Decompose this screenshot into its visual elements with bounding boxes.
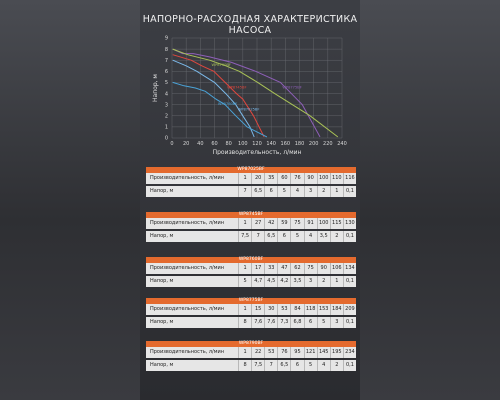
table-cell: 7,3 <box>277 317 290 328</box>
table-cell: 184 <box>330 304 343 315</box>
table-cell: 1 <box>238 173 251 184</box>
table-cell: 15 <box>251 304 264 315</box>
x-tick-label: 20 <box>182 141 190 147</box>
table-cell: 4 <box>317 360 330 371</box>
table-cell: 5 <box>304 360 317 371</box>
table-cell: 4 <box>304 231 317 242</box>
table-cell: 33 <box>264 263 277 274</box>
table-cell: 6,8 <box>290 317 303 328</box>
table-cell: 22 <box>251 347 264 358</box>
table-cell: 209 <box>343 304 356 315</box>
y-tick-label: 9 <box>164 35 168 42</box>
table-cell: 7 <box>264 360 277 371</box>
table-cell: 0,1 <box>343 360 356 371</box>
table-cell: 62 <box>290 263 303 274</box>
y-tick-label: 2 <box>164 113 168 120</box>
x-tick-label: 180 <box>294 141 305 147</box>
y-tick-label: 1 <box>164 124 168 131</box>
table-cell: 110 <box>330 173 343 184</box>
head-row <box>146 231 356 242</box>
x-tick-label: 80 <box>225 141 232 147</box>
table-cell: 7 <box>238 186 251 197</box>
table-cell: 90 <box>317 263 330 274</box>
table-cell: 6 <box>290 360 303 371</box>
y-axis-label: Напор, м <box>152 74 159 102</box>
head-row <box>146 186 356 197</box>
table-cell: 3,5 <box>290 276 303 287</box>
table-cell: 6,5 <box>277 360 290 371</box>
table-cell: 2 <box>330 231 343 242</box>
table-cell: 8 <box>238 317 251 328</box>
table-cell: 1 <box>238 347 251 358</box>
x-tick-label: 0 <box>170 141 174 147</box>
row-label: Производительность, л/мин <box>150 265 225 271</box>
table-cell: 7 <box>251 231 264 242</box>
table-cell: 76 <box>290 173 303 184</box>
table-cell: 2 <box>317 276 330 287</box>
table-cell: 153 <box>317 304 330 315</box>
row-label: Напор, м <box>150 188 174 194</box>
table-cell: 106 <box>330 263 343 274</box>
table-cell: 234 <box>343 347 356 358</box>
table-cell: 53 <box>264 347 277 358</box>
table-cell: 42 <box>264 218 277 229</box>
model-header: WP8745BF <box>146 212 356 218</box>
table-cell: 4 <box>290 186 303 197</box>
table-cell: 91 <box>304 218 317 229</box>
table-cell: 76 <box>277 347 290 358</box>
table-cell: 5 <box>290 231 303 242</box>
table-cell: 195 <box>330 347 343 358</box>
table-cell: 47 <box>277 263 290 274</box>
flow-row <box>146 347 356 358</box>
x-tick-label: 40 <box>197 141 204 147</box>
flow-row <box>146 263 356 274</box>
table-cell: 6,5 <box>251 186 264 197</box>
table-cell: 27 <box>251 218 264 229</box>
x-tick-label: 160 <box>280 141 291 147</box>
flow-row <box>146 173 356 184</box>
table-cell: 100 <box>317 173 330 184</box>
table-cell: 100 <box>317 218 330 229</box>
head-row <box>146 317 356 328</box>
table-cell: 3 <box>304 186 317 197</box>
row-label: Производительность, л/мин <box>150 349 225 355</box>
table-cell: 1 <box>330 276 343 287</box>
table-cell: 145 <box>317 347 330 358</box>
y-tick-label: 4 <box>164 91 168 98</box>
table-cell: 4,7 <box>251 276 264 287</box>
table-cell: 20 <box>251 173 264 184</box>
table-cell: 130 <box>343 218 356 229</box>
model-header: WP8760BF <box>146 257 356 263</box>
x-tick-label: 100 <box>238 141 248 147</box>
table-cell: 4,2 <box>277 276 290 287</box>
table-cell: 60 <box>277 173 290 184</box>
x-tick-label: 220 <box>323 141 333 147</box>
model-header: WP8775BF <box>146 298 356 304</box>
table-cell: 1 <box>238 218 251 229</box>
model-header: WP8790BF <box>146 341 356 347</box>
table-cell: 5 <box>238 276 251 287</box>
head-row <box>146 360 356 371</box>
row-label: Напор, м <box>150 319 174 325</box>
table-cell: 2 <box>317 186 330 197</box>
table-cell: 35 <box>264 173 277 184</box>
table-cell: 90 <box>304 173 317 184</box>
table-cell: 53 <box>277 304 290 315</box>
table-cell: 8 <box>238 360 251 371</box>
y-tick-label: 7 <box>164 57 168 64</box>
flow-row <box>146 218 356 229</box>
row-label: Производительность, л/мин <box>150 220 225 226</box>
pump-curve-chart <box>150 30 350 155</box>
row-label: Напор, м <box>150 362 174 368</box>
table-cell: 17 <box>251 263 264 274</box>
table-cell: 0,1 <box>343 231 356 242</box>
table-cell: 7,6 <box>264 317 277 328</box>
curve-label: WP8790BF <box>211 63 231 68</box>
row-label: Напор, м <box>150 278 174 284</box>
y-tick-label: 3 <box>164 102 168 109</box>
table-cell: 7,5 <box>238 231 251 242</box>
table-cell: 5 <box>277 186 290 197</box>
table-cell: 7,5 <box>251 360 264 371</box>
row-label: Напор, м <box>150 233 174 239</box>
table-cell: 116 <box>343 173 356 184</box>
curve-label: WP87025BF <box>237 107 260 112</box>
x-tick-label: 240 <box>337 141 347 147</box>
head-row <box>146 276 356 287</box>
table-cell: 0,1 <box>343 317 356 328</box>
row-label: Производительность, л/мин <box>150 175 225 181</box>
table-cell: 2 <box>330 360 343 371</box>
table-cell: 7,6 <box>251 317 264 328</box>
table-cell: 6,5 <box>264 231 277 242</box>
model-header: WP87025BF <box>146 167 356 173</box>
table-cell: 30 <box>264 304 277 315</box>
table-cell: 3 <box>304 276 317 287</box>
table-cell: 1 <box>330 186 343 197</box>
table-cell: 115 <box>330 218 343 229</box>
x-axis-label: Производительность, л/мин <box>212 149 302 155</box>
x-tick-label: 200 <box>308 141 319 147</box>
table-cell: 95 <box>290 347 303 358</box>
table-cell: 0,1 <box>343 276 356 287</box>
x-tick-label: 120 <box>252 141 262 147</box>
curve-label: WP8760BF <box>217 102 238 107</box>
row-label: Производительность, л/мин <box>150 306 225 312</box>
page-title: НАПОРНО-РАСХОДНАЯ ХАРАКТЕРИСТИКА НАСОСА <box>142 14 358 36</box>
y-tick-label: 5 <box>164 80 168 87</box>
table-cell: 75 <box>290 218 303 229</box>
y-tick-label: 6 <box>164 69 168 76</box>
table-cell: 6 <box>264 186 277 197</box>
table-cell: 6 <box>277 231 290 242</box>
table-cell: 59 <box>277 218 290 229</box>
table-cell: 1 <box>238 263 251 274</box>
table-cell: 1 <box>238 304 251 315</box>
table-cell: 4,5 <box>264 276 277 287</box>
table-cell: 134 <box>343 263 356 274</box>
curve-label: WP8775BF <box>282 85 302 90</box>
table-cell: 121 <box>304 347 317 358</box>
y-tick-label: 0 <box>164 135 168 142</box>
table-cell: 6 <box>304 317 317 328</box>
table-cell: 118 <box>304 304 317 315</box>
table-cell: 3,5 <box>317 231 330 242</box>
table-cell: 84 <box>290 304 303 315</box>
curve-label: WP8745BF <box>227 85 247 90</box>
table-cell: 75 <box>304 263 317 274</box>
table-cell: 0,1 <box>343 186 356 197</box>
x-tick-label: 140 <box>266 141 276 147</box>
x-tick-label: 60 <box>211 141 218 147</box>
y-tick-label: 8 <box>164 46 168 53</box>
table-cell: 5 <box>317 317 330 328</box>
flow-row <box>146 304 356 315</box>
table-cell: 3 <box>330 317 343 328</box>
